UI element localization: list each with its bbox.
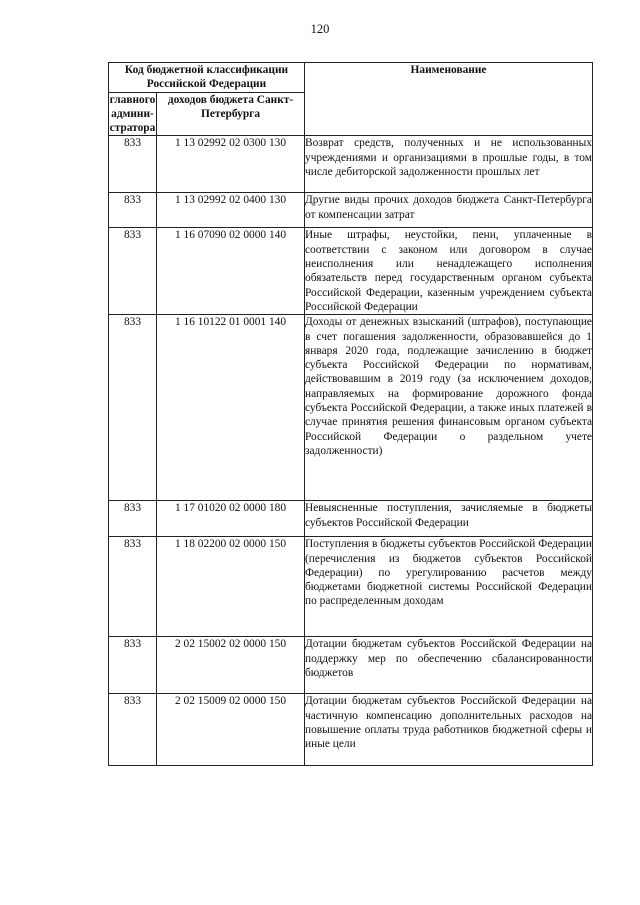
admin-code-cell: 833 (109, 136, 157, 193)
table-row (109, 136, 593, 193)
header-name: Наименование (305, 63, 593, 136)
revenue-code-cell: 1 13 02992 02 0400 130 (157, 193, 305, 228)
table-row (109, 501, 593, 537)
table-row (109, 193, 593, 228)
page-number: 120 (310, 22, 330, 36)
header-classification-code: Код бюджетной классификации Российской Федерации (109, 63, 305, 93)
revenue-code-cell: 1 18 02200 02 0000 150 (157, 537, 305, 637)
admin-code-cell: 833 (109, 537, 157, 637)
revenue-code-cell: 1 16 10122 01 0001 140 (157, 315, 305, 501)
admin-code-cell: 833 (109, 694, 157, 766)
admin-code-cell: 833 (109, 193, 157, 228)
admin-code-cell: 833 (109, 228, 157, 315)
revenue-name-cell: Возврат средств, полученных и не использованных учреждениями и организациями в прошлые годы, в том числе дебиторской задолженности прошлых лет (305, 136, 593, 193)
table-row (109, 637, 593, 694)
revenue-code-cell: 1 16 07090 02 0000 140 (157, 228, 305, 315)
revenue-name-cell: Дотации бюджетам субъектов Российской Федерации на поддержку мер по обеспечению сбалансированности бюджетов (305, 637, 593, 694)
revenue-name-cell: Другие виды прочих доходов бюджета Санкт-Петербурга от компенсации затрат (305, 193, 593, 228)
revenue-name-cell: Невыясненные поступления, зачисляемые в бюджеты субъектов Российской Федерации (305, 501, 593, 537)
table-row (109, 228, 593, 315)
revenue-name-cell: Иные штрафы, неустойки, пени, уплаченные в соответствии с законом или договором в случае неисполнения или ненадлежащего исполнения обязательств перед государственным органом субъекта Российской Федерации, казенным учреждением субъекта Российской Федерации (305, 229, 592, 313)
header-revenue-code: доходов бюджета Санкт-Петербурга (157, 92, 305, 136)
admin-code-cell: 833 (109, 637, 157, 694)
header-main-administrator: главного админи-стратора (109, 93, 156, 135)
revenue-code-cell: 1 17 01020 02 0000 180 (157, 501, 305, 537)
table-row (109, 694, 593, 766)
table-row (109, 537, 593, 637)
revenue-name-cell: Поступления в бюджеты субъектов Российской Федерации (перечисления из бюджетов субъектов Российской Федерации) по урегулированию расчетов между бюджетами бюджетной системы Российской Федерации по распределенным доходам (305, 537, 593, 637)
admin-code-cell: 833 (109, 501, 157, 537)
revenue-code-cell: 2 02 15009 02 0000 150 (157, 694, 305, 766)
table-row (109, 315, 593, 501)
revenue-code-cell: 1 13 02992 02 0300 130 (157, 136, 305, 193)
budget-classification-table (108, 62, 593, 766)
admin-code-cell: 833 (109, 315, 157, 501)
revenue-name-cell: Дотации бюджетам субъектов Российской Федерации на частичную компенсацию дополнительных расходов на повышение оплаты труда работников бюджетной сферы и иные цели (305, 694, 593, 766)
revenue-name-cell: Доходы от денежных взысканий (штрафов), поступающие в счет погашения задолженности, образовавшейся до 1 января 2020 года, подлежащие зачислению в бюджет субъекта Российской Федерации по нормативам, действовавшим в 2019 году (за исключением доходов, направляемых на формирование дорожного фонда субъекта Российской Федерации, а также иных платежей в случае принятия решения финансовым органом субъекта Российской Федерации о раздельном учете задолженности) (305, 315, 593, 501)
revenue-code-cell: 2 02 15002 02 0000 150 (157, 637, 305, 694)
